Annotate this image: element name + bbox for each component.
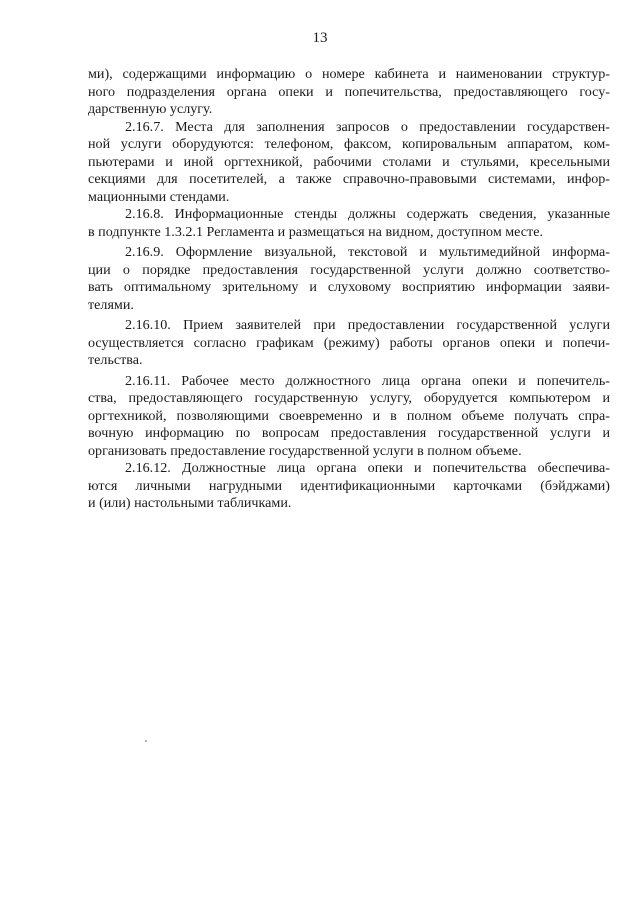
paragraph-line: 2.16.7. Места для заполнения запросов о предоставлении государствен-	[125, 118, 610, 135]
paragraph-2-16-11	[88, 373, 610, 461]
paragraph-2-16-9	[88, 244, 610, 314]
paragraph-2-16-12	[88, 460, 610, 513]
paragraph-line: ного подразделения органа опеки и попечительства, предоставляющего госу-	[88, 83, 610, 100]
scan-speck	[145, 740, 147, 742]
paragraph-line: 2.16.8. Информационные стенды должны содержать сведения, указанные	[125, 206, 610, 222]
paragraph-line: тельства.	[88, 352, 143, 368]
paragraph-line: организовать предоставление государственной услуги в полном объеме.	[88, 442, 522, 459]
paragraph-line: ции о порядке предоставления государственной услуги должно соответство-	[88, 261, 610, 278]
paragraph-line: телями.	[88, 296, 134, 313]
paragraph-line: осуществляется согласно графикам (режиму) работы органов опеки и попечи-	[88, 334, 610, 351]
paragraph-line: оргтехникой, позволяющими своевременно и в полном объеме получать спра-	[88, 407, 610, 424]
paragraph-line: в подпункте 1.3.2.1 Регламента и размещаться на видном, доступном месте.	[88, 223, 543, 240]
paragraph-2-16-7	[88, 119, 610, 207]
paragraph-line: ства, предоставляющего государственную услугу, оборудуется компьютером и	[88, 390, 610, 406]
paragraph-line: дарственную услугу.	[88, 101, 213, 117]
paragraph-2-16-10	[88, 317, 610, 370]
paragraph-line: вочную информацию по вопросам предоставления государственной услуги и	[88, 425, 610, 441]
body-text	[88, 66, 610, 513]
paragraph-line: 2.16.12. Должностные лица органа опеки и попечительства обеспечива-	[125, 460, 610, 476]
paragraph-line: пьютерами и иной оргтехникой, рабочими столами и стульями, кресельными	[88, 153, 610, 170]
paragraph-line: вать оптимальному зрительному и слуховому восприятию информации заяви-	[88, 279, 610, 295]
paragraph-line: ной услуги оборудуются: телефоном, факсом, копировальным аппаратом, ком-	[88, 136, 610, 152]
page-number: 13	[312, 30, 328, 46]
paragraph-line: секциями для посетителей, а также справочно-правовыми системами, инфор-	[88, 171, 610, 187]
paragraph-line: 2.16.9. Оформление визуальной, текстовой и мультимедийной информа-	[125, 244, 610, 260]
paragraph-2-16-8	[88, 206, 610, 241]
paragraph-line: 2.16.11. Рабочее место должностного лица органа опеки и попечитель-	[125, 372, 610, 389]
paragraph-line: ми), содержащими информацию о номере кабинета и наименовании структур-	[88, 66, 610, 82]
paragraph-line: мационными стендами.	[88, 188, 230, 205]
paragraph-line: и (или) настольными табличками.	[88, 495, 292, 511]
paragraph-continuation	[88, 66, 610, 119]
paragraph-line: 2.16.10. Прием заявителей при предоставлении государственной услуги	[125, 317, 610, 333]
paragraph-line: ются личными нагрудными идентификационными карточками (бэйджами)	[88, 477, 610, 494]
